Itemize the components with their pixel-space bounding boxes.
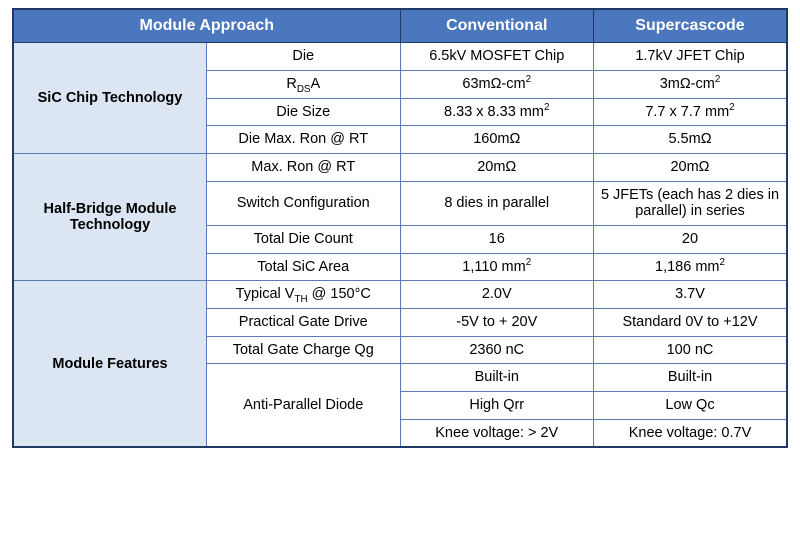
column-header-supercascode: Supercascode <box>594 9 788 43</box>
conventional-value: Built-in <box>400 364 594 392</box>
table-body <box>13 43 787 448</box>
supercascode-value: Standard 0V to +12V <box>594 309 788 337</box>
column-header-conventional: Conventional <box>400 9 594 43</box>
parameter-label: Die Max. Ron @ RT <box>207 126 401 154</box>
row-group-label: SiC Chip Technology <box>13 43 207 154</box>
table-row <box>13 154 787 182</box>
parameter-label: Total Gate Charge Qg <box>207 336 401 364</box>
supercascode-value: 100 nC <box>594 336 788 364</box>
supercascode-value: 5 JFETs (each has 2 dies in parallel) in series <box>594 181 788 225</box>
supercascode-value: 20mΩ <box>594 154 788 182</box>
conventional-value: 8 dies in parallel <box>400 181 594 225</box>
parameter-label: Switch Configuration <box>207 181 401 225</box>
conventional-value: 16 <box>400 226 594 254</box>
table-header-row <box>13 9 787 43</box>
table-row <box>13 281 787 309</box>
parameter-label: $R_{DS}A$ <box>207 71 401 99</box>
conventional-value: 20mΩ <box>400 154 594 182</box>
supercascode-value: 1.7kV JFET Chip <box>594 43 788 71</box>
supercascode-value: Low Qc <box>594 392 788 420</box>
parameter-label: Total SiC Area <box>207 253 401 281</box>
row-group-label: Module Features <box>13 281 207 448</box>
module-approach-comparison-table <box>12 8 788 448</box>
parameter-label: Typical $V_{TH}$ @ 150°C <box>207 281 401 309</box>
supercascode-value: Built-in <box>594 364 788 392</box>
conventional-value: Knee voltage: > 2V <box>400 419 594 447</box>
supercascode-value: 3.7V <box>594 281 788 309</box>
parameter-label: Practical Gate Drive <box>207 309 401 337</box>
parameter-label: Max. Ron @ RT <box>207 154 401 182</box>
supercascode-value: 1,186 $mm^2$ <box>594 253 788 281</box>
conventional-value: -5V to + 20V <box>400 309 594 337</box>
supercascode-value: 20 <box>594 226 788 254</box>
supercascode-value: 7.7 x 7.7 $mm^2$ <box>594 98 788 126</box>
row-group-label: Half-Bridge Module Technology <box>13 154 207 281</box>
table-row <box>13 43 787 71</box>
conventional-value: 8.33 x 8.33 $mm^2$ <box>400 98 594 126</box>
conventional-value: 1,110 $mm^2$ <box>400 253 594 281</box>
conventional-value: 2.0V <box>400 281 594 309</box>
parameter-label: Die Size <box>207 98 401 126</box>
supercascode-value: 5.5mΩ <box>594 126 788 154</box>
comparison-table-sheet <box>0 8 800 560</box>
conventional-value: 6.5kV MOSFET Chip <box>400 43 594 71</box>
parameter-label: Anti-Parallel Diode <box>207 364 401 448</box>
column-header-module-approach: Module Approach <box>13 9 400 43</box>
table-head <box>13 9 787 43</box>
conventional-value: High Qrr <box>400 392 594 420</box>
supercascode-value: $3m\Omega-cm^2$ <box>594 71 788 99</box>
supercascode-value: Knee voltage: 0.7V <box>594 419 788 447</box>
conventional-value: $63m\Omega-cm^2$ <box>400 71 594 99</box>
parameter-label: Total Die Count <box>207 226 401 254</box>
parameter-label: Die <box>207 43 401 71</box>
conventional-value: 160mΩ <box>400 126 594 154</box>
conventional-value: 2360 nC <box>400 336 594 364</box>
